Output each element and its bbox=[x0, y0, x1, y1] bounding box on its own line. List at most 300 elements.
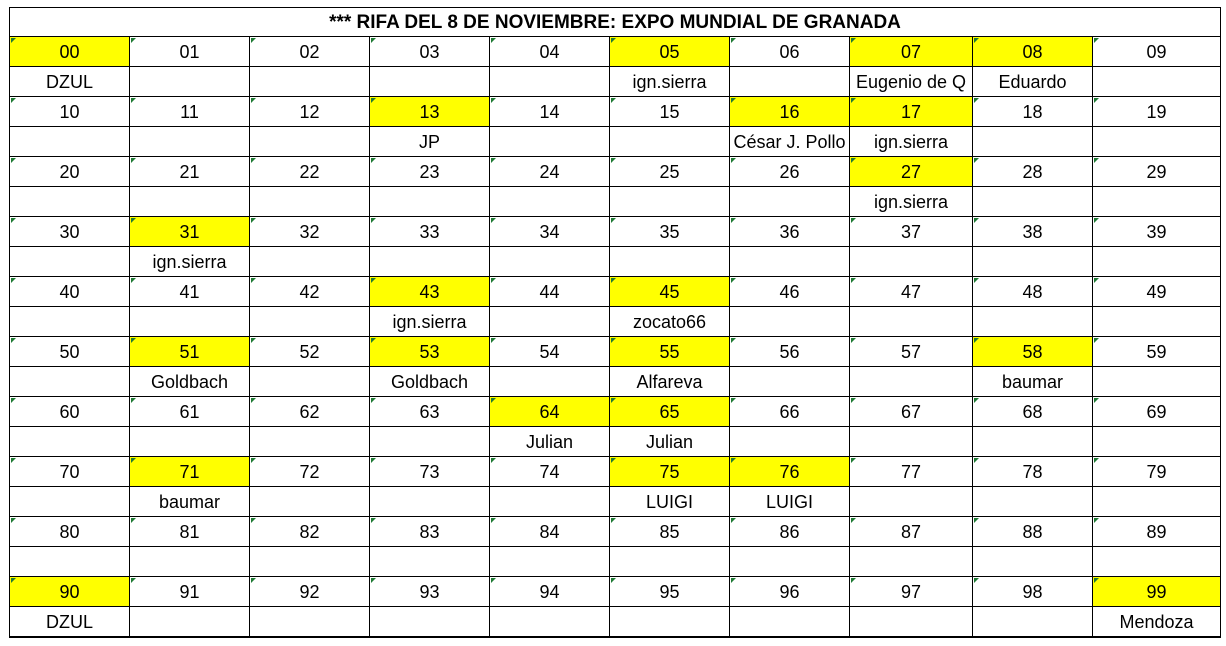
name-cell[interactable] bbox=[850, 67, 973, 97]
comment-marker-icon bbox=[11, 218, 16, 223]
name-cell[interactable] bbox=[850, 367, 973, 397]
number-cell[interactable] bbox=[1093, 577, 1220, 607]
name-cell[interactable] bbox=[850, 427, 973, 457]
comment-marker-icon bbox=[974, 278, 979, 283]
comment-marker-icon bbox=[611, 578, 616, 583]
name-cell[interactable] bbox=[730, 487, 850, 517]
number-cell[interactable] bbox=[370, 97, 490, 127]
number-cell[interactable] bbox=[730, 517, 850, 547]
number-label: 86 bbox=[779, 522, 800, 542]
number-cell[interactable] bbox=[610, 517, 730, 547]
comment-marker-icon bbox=[491, 38, 496, 43]
number-cell[interactable] bbox=[1093, 517, 1220, 547]
number-cell[interactable] bbox=[130, 577, 250, 607]
name-cell[interactable] bbox=[370, 307, 490, 337]
name-cell[interactable] bbox=[490, 67, 610, 97]
comment-marker-icon bbox=[731, 158, 736, 163]
name-cell[interactable] bbox=[730, 67, 850, 97]
number-cell[interactable] bbox=[250, 97, 370, 127]
number-row bbox=[10, 37, 1220, 67]
number-cell[interactable] bbox=[973, 337, 1093, 367]
number-label: 01 bbox=[179, 42, 200, 62]
name-cell[interactable] bbox=[850, 127, 973, 157]
number-row bbox=[10, 157, 1220, 187]
name-cell[interactable] bbox=[730, 427, 850, 457]
number-cell[interactable] bbox=[10, 37, 130, 67]
number-cell[interactable] bbox=[850, 457, 973, 487]
number-row bbox=[10, 337, 1220, 367]
name-cell[interactable] bbox=[130, 487, 250, 517]
number-cell[interactable] bbox=[370, 517, 490, 547]
name-cell[interactable] bbox=[370, 127, 490, 157]
number-cell[interactable] bbox=[370, 337, 490, 367]
number-cell[interactable] bbox=[973, 577, 1093, 607]
number-cell[interactable] bbox=[370, 217, 490, 247]
number-label: 64 bbox=[539, 402, 560, 422]
number-cell[interactable] bbox=[973, 97, 1093, 127]
name-cell[interactable] bbox=[730, 247, 850, 277]
number-label: 37 bbox=[900, 222, 922, 242]
number-label: 31 bbox=[179, 222, 200, 242]
number-cell[interactable] bbox=[10, 337, 130, 367]
number-cell[interactable] bbox=[250, 457, 370, 487]
number-label: 08 bbox=[1022, 42, 1043, 62]
number-label: 49 bbox=[1146, 282, 1167, 302]
number-label: 66 bbox=[779, 402, 800, 422]
number-label: 56 bbox=[779, 342, 800, 362]
number-label: 70 bbox=[59, 462, 80, 482]
comment-marker-icon bbox=[131, 278, 136, 283]
number-cell[interactable] bbox=[10, 97, 130, 127]
number-cell[interactable] bbox=[130, 157, 250, 187]
number-cell[interactable] bbox=[850, 97, 973, 127]
name-cell[interactable] bbox=[130, 187, 250, 217]
number-cell[interactable] bbox=[10, 277, 130, 307]
number-cell[interactable] bbox=[490, 577, 610, 607]
name-cell[interactable] bbox=[973, 607, 1093, 637]
number-cell[interactable] bbox=[730, 217, 850, 247]
name-cell[interactable] bbox=[490, 307, 610, 337]
name-cell[interactable] bbox=[370, 607, 490, 637]
name-cell[interactable] bbox=[490, 247, 610, 277]
number-cell[interactable] bbox=[250, 337, 370, 367]
number-cell[interactable] bbox=[610, 37, 730, 67]
participant-name: LUIGI bbox=[645, 492, 693, 512]
number-label: 92 bbox=[299, 582, 320, 602]
name-cell[interactable] bbox=[730, 127, 850, 157]
name-cell[interactable] bbox=[250, 247, 370, 277]
comment-marker-icon bbox=[11, 518, 16, 523]
comment-marker-icon bbox=[11, 38, 16, 43]
name-cell[interactable] bbox=[10, 247, 130, 277]
name-cell[interactable] bbox=[370, 487, 490, 517]
name-cell[interactable] bbox=[730, 367, 850, 397]
name-cell[interactable] bbox=[490, 427, 610, 457]
name-cell[interactable] bbox=[250, 307, 370, 337]
number-cell[interactable] bbox=[130, 37, 250, 67]
comment-marker-icon bbox=[371, 338, 376, 343]
number-label: 91 bbox=[179, 582, 200, 602]
number-cell[interactable] bbox=[610, 97, 730, 127]
number-label: 30 bbox=[59, 222, 80, 242]
number-cell[interactable] bbox=[730, 157, 850, 187]
number-cell[interactable] bbox=[370, 397, 490, 427]
number-label: 44 bbox=[539, 282, 560, 302]
name-cell[interactable] bbox=[973, 487, 1093, 517]
name-cell[interactable] bbox=[610, 187, 730, 217]
name-cell[interactable] bbox=[130, 427, 250, 457]
name-cell[interactable] bbox=[250, 427, 370, 457]
name-row bbox=[10, 487, 1220, 517]
comment-marker-icon bbox=[974, 218, 979, 223]
number-row bbox=[10, 517, 1220, 547]
participant-name: baumar bbox=[1001, 372, 1064, 392]
number-cell[interactable] bbox=[490, 517, 610, 547]
name-cell[interactable] bbox=[610, 127, 730, 157]
name-cell[interactable] bbox=[490, 607, 610, 637]
number-cell[interactable] bbox=[490, 457, 610, 487]
name-cell[interactable] bbox=[490, 547, 610, 577]
name-cell[interactable] bbox=[973, 547, 1093, 577]
number-cell[interactable] bbox=[610, 217, 730, 247]
number-cell[interactable] bbox=[1093, 277, 1220, 307]
number-label: 78 bbox=[1022, 462, 1043, 482]
number-label: 79 bbox=[1146, 462, 1167, 482]
comment-marker-icon bbox=[611, 458, 616, 463]
comment-marker-icon bbox=[611, 218, 616, 223]
name-cell[interactable] bbox=[850, 247, 973, 277]
number-cell[interactable] bbox=[250, 577, 370, 607]
number-row bbox=[10, 217, 1220, 247]
number-label: 15 bbox=[659, 102, 680, 122]
number-cell[interactable] bbox=[10, 217, 130, 247]
name-cell[interactable] bbox=[370, 427, 490, 457]
comment-marker-icon bbox=[251, 218, 256, 223]
number-cell[interactable] bbox=[370, 577, 490, 607]
number-cell[interactable] bbox=[490, 397, 610, 427]
number-cell[interactable] bbox=[490, 37, 610, 67]
number-cell[interactable] bbox=[490, 277, 610, 307]
number-cell[interactable] bbox=[1093, 37, 1220, 67]
number-label: 16 bbox=[779, 102, 800, 122]
number-cell[interactable] bbox=[1093, 97, 1220, 127]
comment-marker-icon bbox=[1094, 278, 1099, 283]
number-cell[interactable] bbox=[973, 457, 1093, 487]
comment-marker-icon bbox=[371, 578, 376, 583]
number-cell[interactable] bbox=[610, 337, 730, 367]
name-cell[interactable] bbox=[610, 607, 730, 637]
name-cell[interactable] bbox=[850, 187, 973, 217]
name-cell[interactable] bbox=[370, 367, 490, 397]
number-label: 80 bbox=[59, 522, 80, 542]
number-row bbox=[10, 277, 1220, 307]
number-cell[interactable] bbox=[1093, 217, 1220, 247]
name-cell[interactable] bbox=[370, 247, 490, 277]
name-cell[interactable] bbox=[250, 607, 370, 637]
name-cell[interactable] bbox=[490, 187, 610, 217]
number-cell[interactable] bbox=[10, 157, 130, 187]
name-cell[interactable] bbox=[730, 307, 850, 337]
name-cell[interactable] bbox=[1093, 487, 1220, 517]
participant-name: ign.sierra bbox=[873, 192, 949, 212]
number-cell[interactable] bbox=[490, 97, 610, 127]
comment-marker-icon bbox=[491, 218, 496, 223]
name-cell[interactable] bbox=[250, 67, 370, 97]
number-label: 14 bbox=[539, 102, 560, 122]
number-cell[interactable] bbox=[490, 157, 610, 187]
number-cell[interactable] bbox=[130, 517, 250, 547]
name-cell[interactable] bbox=[850, 307, 973, 337]
name-cell[interactable] bbox=[973, 367, 1093, 397]
comment-marker-icon bbox=[1094, 218, 1099, 223]
raffle-title: *** RIFA DEL 8 DE NOVIEMBRE: EXPO MUNDIAL DE GRANADA bbox=[10, 8, 1220, 37]
comment-marker-icon bbox=[491, 578, 496, 583]
comment-marker-icon bbox=[251, 398, 256, 403]
number-cell[interactable] bbox=[850, 37, 973, 67]
name-cell[interactable] bbox=[610, 547, 730, 577]
number-cell[interactable] bbox=[490, 337, 610, 367]
name-cell[interactable] bbox=[973, 427, 1093, 457]
name-cell[interactable] bbox=[250, 367, 370, 397]
number-label: 90 bbox=[59, 582, 80, 602]
number-cell[interactable] bbox=[130, 277, 250, 307]
number-label: 04 bbox=[539, 42, 560, 62]
number-cell[interactable] bbox=[10, 457, 130, 487]
name-cell[interactable] bbox=[10, 427, 130, 457]
number-cell[interactable] bbox=[370, 37, 490, 67]
comment-marker-icon bbox=[851, 578, 856, 583]
number-cell[interactable] bbox=[130, 397, 250, 427]
number-cell[interactable] bbox=[850, 337, 973, 367]
name-cell[interactable] bbox=[850, 547, 973, 577]
number-cell[interactable] bbox=[850, 397, 973, 427]
name-cell[interactable] bbox=[1093, 547, 1220, 577]
number-cell[interactable] bbox=[850, 277, 973, 307]
number-label: 18 bbox=[1022, 102, 1043, 122]
name-row bbox=[10, 367, 1220, 397]
name-row bbox=[10, 427, 1220, 457]
number-cell[interactable] bbox=[250, 397, 370, 427]
number-cell[interactable] bbox=[1093, 457, 1220, 487]
number-label: 07 bbox=[900, 42, 922, 62]
number-cell[interactable] bbox=[250, 157, 370, 187]
number-label: 76 bbox=[779, 462, 800, 482]
name-cell[interactable] bbox=[10, 367, 130, 397]
number-cell[interactable] bbox=[610, 277, 730, 307]
number-cell[interactable] bbox=[850, 517, 973, 547]
name-cell[interactable] bbox=[730, 607, 850, 637]
name-row bbox=[10, 607, 1220, 637]
comment-marker-icon bbox=[251, 578, 256, 583]
name-cell[interactable] bbox=[10, 547, 130, 577]
name-cell[interactable] bbox=[130, 67, 250, 97]
number-cell[interactable] bbox=[973, 277, 1093, 307]
number-label: 54 bbox=[539, 342, 560, 362]
comment-marker-icon bbox=[491, 518, 496, 523]
number-cell[interactable] bbox=[730, 577, 850, 607]
number-label: 32 bbox=[299, 222, 320, 242]
name-cell[interactable] bbox=[610, 307, 730, 337]
number-label: 71 bbox=[179, 462, 200, 482]
number-cell[interactable] bbox=[130, 97, 250, 127]
name-cell[interactable] bbox=[973, 67, 1093, 97]
name-cell[interactable] bbox=[370, 547, 490, 577]
name-cell[interactable] bbox=[610, 67, 730, 97]
name-cell[interactable] bbox=[10, 187, 130, 217]
name-cell[interactable] bbox=[730, 187, 850, 217]
number-label: 89 bbox=[1146, 522, 1167, 542]
name-cell[interactable] bbox=[130, 127, 250, 157]
comment-marker-icon bbox=[251, 518, 256, 523]
number-cell[interactable] bbox=[610, 457, 730, 487]
number-label: 87 bbox=[900, 522, 922, 542]
number-cell[interactable] bbox=[730, 37, 850, 67]
number-cell[interactable] bbox=[973, 397, 1093, 427]
number-cell[interactable] bbox=[250, 217, 370, 247]
number-cell[interactable] bbox=[370, 457, 490, 487]
comment-marker-icon bbox=[131, 518, 136, 523]
number-cell[interactable] bbox=[130, 337, 250, 367]
name-cell[interactable] bbox=[130, 367, 250, 397]
comment-marker-icon bbox=[1094, 458, 1099, 463]
number-cell[interactable] bbox=[130, 217, 250, 247]
name-cell[interactable] bbox=[730, 547, 850, 577]
number-cell[interactable] bbox=[490, 217, 610, 247]
name-cell[interactable] bbox=[973, 307, 1093, 337]
number-cell[interactable] bbox=[973, 217, 1093, 247]
name-cell[interactable] bbox=[10, 487, 130, 517]
number-cell[interactable] bbox=[730, 337, 850, 367]
number-cell[interactable] bbox=[973, 157, 1093, 187]
number-cell[interactable] bbox=[1093, 157, 1220, 187]
number-cell[interactable] bbox=[250, 517, 370, 547]
name-cell[interactable] bbox=[10, 67, 130, 97]
participant-name: Goldbach bbox=[390, 372, 469, 392]
name-cell[interactable] bbox=[610, 487, 730, 517]
number-cell[interactable] bbox=[973, 517, 1093, 547]
number-cell[interactable] bbox=[1093, 397, 1220, 427]
comment-marker-icon bbox=[851, 518, 856, 523]
number-cell[interactable] bbox=[10, 397, 130, 427]
raffle-sheet bbox=[9, 7, 1221, 638]
number-label: 02 bbox=[299, 42, 320, 62]
comment-marker-icon bbox=[131, 98, 136, 103]
comment-marker-icon bbox=[974, 38, 979, 43]
name-cell[interactable] bbox=[1093, 187, 1220, 217]
comment-marker-icon bbox=[731, 458, 736, 463]
number-row bbox=[10, 457, 1220, 487]
name-cell[interactable] bbox=[973, 247, 1093, 277]
name-cell[interactable] bbox=[250, 547, 370, 577]
name-cell[interactable] bbox=[1093, 607, 1220, 637]
number-cell[interactable] bbox=[1093, 337, 1220, 367]
name-cell[interactable] bbox=[1093, 307, 1220, 337]
name-cell[interactable] bbox=[490, 127, 610, 157]
number-label: 24 bbox=[539, 162, 560, 182]
name-cell[interactable] bbox=[250, 487, 370, 517]
number-cell[interactable] bbox=[730, 97, 850, 127]
number-cell[interactable] bbox=[610, 577, 730, 607]
name-cell[interactable] bbox=[250, 187, 370, 217]
name-cell[interactable] bbox=[1093, 127, 1220, 157]
name-cell[interactable] bbox=[973, 127, 1093, 157]
number-cell[interactable] bbox=[130, 457, 250, 487]
name-cell[interactable] bbox=[610, 367, 730, 397]
number-cell[interactable] bbox=[10, 517, 130, 547]
name-cell[interactable] bbox=[10, 127, 130, 157]
number-label: 27 bbox=[900, 162, 922, 182]
comment-marker-icon bbox=[851, 338, 856, 343]
name-cell[interactable] bbox=[130, 307, 250, 337]
comment-marker-icon bbox=[491, 458, 496, 463]
number-cell[interactable] bbox=[370, 157, 490, 187]
name-cell[interactable] bbox=[1093, 247, 1220, 277]
name-cell[interactable] bbox=[130, 607, 250, 637]
name-cell[interactable] bbox=[973, 187, 1093, 217]
name-cell[interactable] bbox=[1093, 427, 1220, 457]
participant-name: DZUL bbox=[45, 72, 93, 92]
comment-marker-icon bbox=[371, 218, 376, 223]
comment-marker-icon bbox=[371, 458, 376, 463]
number-cell[interactable] bbox=[850, 577, 973, 607]
number-label: 12 bbox=[299, 102, 320, 122]
number-label: 69 bbox=[1146, 402, 1167, 422]
number-label: 21 bbox=[179, 162, 200, 182]
number-label: 85 bbox=[659, 522, 680, 542]
number-cell[interactable] bbox=[250, 277, 370, 307]
number-cell[interactable] bbox=[10, 577, 130, 607]
number-cell[interactable] bbox=[973, 37, 1093, 67]
comment-marker-icon bbox=[371, 158, 376, 163]
comment-marker-icon bbox=[974, 518, 979, 523]
name-cell[interactable] bbox=[490, 367, 610, 397]
comment-marker-icon bbox=[851, 458, 856, 463]
comment-marker-icon bbox=[131, 398, 136, 403]
number-cell[interactable] bbox=[370, 277, 490, 307]
participant-name: DZUL bbox=[45, 612, 93, 632]
number-label: 62 bbox=[299, 402, 320, 422]
name-cell[interactable] bbox=[370, 187, 490, 217]
comment-marker-icon bbox=[131, 218, 136, 223]
name-cell[interactable] bbox=[130, 247, 250, 277]
name-cell[interactable] bbox=[10, 307, 130, 337]
name-cell[interactable] bbox=[490, 487, 610, 517]
number-label: 75 bbox=[659, 462, 680, 482]
number-label: 72 bbox=[299, 462, 320, 482]
number-cell[interactable] bbox=[730, 457, 850, 487]
name-cell[interactable] bbox=[370, 67, 490, 97]
name-cell[interactable] bbox=[610, 427, 730, 457]
name-cell[interactable] bbox=[850, 487, 973, 517]
number-cell[interactable] bbox=[850, 157, 973, 187]
number-cell[interactable] bbox=[250, 37, 370, 67]
number-cell[interactable] bbox=[610, 157, 730, 187]
name-cell[interactable] bbox=[610, 247, 730, 277]
comment-marker-icon bbox=[371, 518, 376, 523]
number-cell[interactable] bbox=[610, 397, 730, 427]
name-cell[interactable] bbox=[850, 607, 973, 637]
name-cell[interactable] bbox=[250, 127, 370, 157]
number-label: 33 bbox=[419, 222, 440, 242]
number-label: 97 bbox=[900, 582, 922, 602]
name-cell[interactable] bbox=[130, 547, 250, 577]
number-cell[interactable] bbox=[730, 277, 850, 307]
name-cell[interactable] bbox=[10, 607, 130, 637]
number-cell[interactable] bbox=[850, 217, 973, 247]
name-cell[interactable] bbox=[1093, 67, 1220, 97]
name-cell[interactable] bbox=[1093, 367, 1220, 397]
number-cell[interactable] bbox=[730, 397, 850, 427]
